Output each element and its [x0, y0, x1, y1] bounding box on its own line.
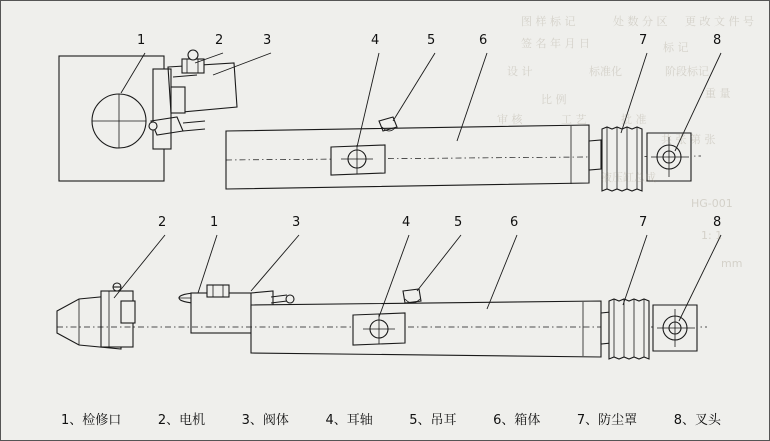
- callout-bottom-3: 3: [292, 215, 301, 230]
- legend-item-5: 5、吊耳: [409, 413, 457, 428]
- callout-bottom-1: 1: [210, 215, 219, 230]
- bottom-rod-and-boot: [601, 299, 649, 359]
- legend-item-6: 6、箱体: [493, 413, 541, 428]
- legend-item-4: 4、耳轴: [325, 413, 373, 428]
- watermark-text: HG-001: [691, 197, 733, 210]
- watermark-text: 1: 1: [701, 229, 723, 242]
- legend-item-3: 3、阀体: [241, 413, 289, 428]
- watermark-text: 阶段标记: [665, 65, 709, 78]
- callout-top-8: 8: [713, 33, 722, 48]
- top-rod-and-boot: [589, 127, 642, 191]
- bottom-view-assembly: [57, 235, 721, 359]
- legend-item-1: 1、检修口: [61, 413, 122, 428]
- callout-top-3: 3: [263, 33, 272, 48]
- callout-top-7: 7: [639, 33, 648, 48]
- callout-bottom-2: 2: [158, 215, 167, 230]
- top-view-assembly: [59, 50, 721, 191]
- callout-top-1: 1: [137, 33, 146, 48]
- bottom-lifting-lug: [403, 289, 421, 303]
- callout-top-6: 6: [479, 33, 488, 48]
- top-housing-block: [59, 56, 171, 181]
- watermark-text: 批 准: [621, 113, 647, 126]
- callout-bottom-6: 6: [510, 215, 519, 230]
- bottom-clevis: [653, 305, 697, 351]
- watermark-text: 液压缸总成: [601, 171, 656, 184]
- callout-bottom-8: 8: [713, 215, 722, 230]
- watermark-text: 标准化: [589, 65, 622, 78]
- watermark-text: 比 例: [541, 93, 567, 106]
- legend-item-2: 2、电机: [157, 413, 206, 428]
- figure-vector-layer: [1, 1, 770, 441]
- watermark-text: 重 量: [705, 87, 731, 100]
- callout-top-2: 2: [215, 33, 224, 48]
- callout-bottom-5: 5: [454, 215, 463, 230]
- parts-legend: [61, 409, 721, 428]
- watermark-text: mm: [721, 257, 743, 270]
- callout-bottom-7: 7: [639, 215, 648, 230]
- callout-top-5: 5: [427, 33, 436, 48]
- bottom-trunnion: [353, 313, 405, 345]
- watermark-text: 标 记: [663, 41, 689, 54]
- top-trunnion: [331, 145, 385, 175]
- watermark-text: 图 样 标 记: [521, 15, 576, 28]
- watermark-text: 工 艺: [561, 113, 587, 126]
- watermark-text: 共 张 第 张: [661, 133, 716, 146]
- legend-item-7: 7、防尘罩: [576, 413, 638, 428]
- legend-item-8: 8、叉头: [673, 413, 721, 428]
- watermark-text: 更 改 文 件 号: [685, 15, 754, 28]
- watermark-text: 处 数 分 区: [613, 15, 668, 28]
- watermark-text: 签 名 年 月 日: [521, 37, 590, 50]
- watermark-text: 审 核: [497, 113, 523, 126]
- callout-top-4: 4: [371, 33, 380, 48]
- callout-bottom-4: 4: [402, 215, 411, 230]
- top-clevis: [647, 133, 691, 181]
- watermark-text: 设 计: [507, 65, 533, 78]
